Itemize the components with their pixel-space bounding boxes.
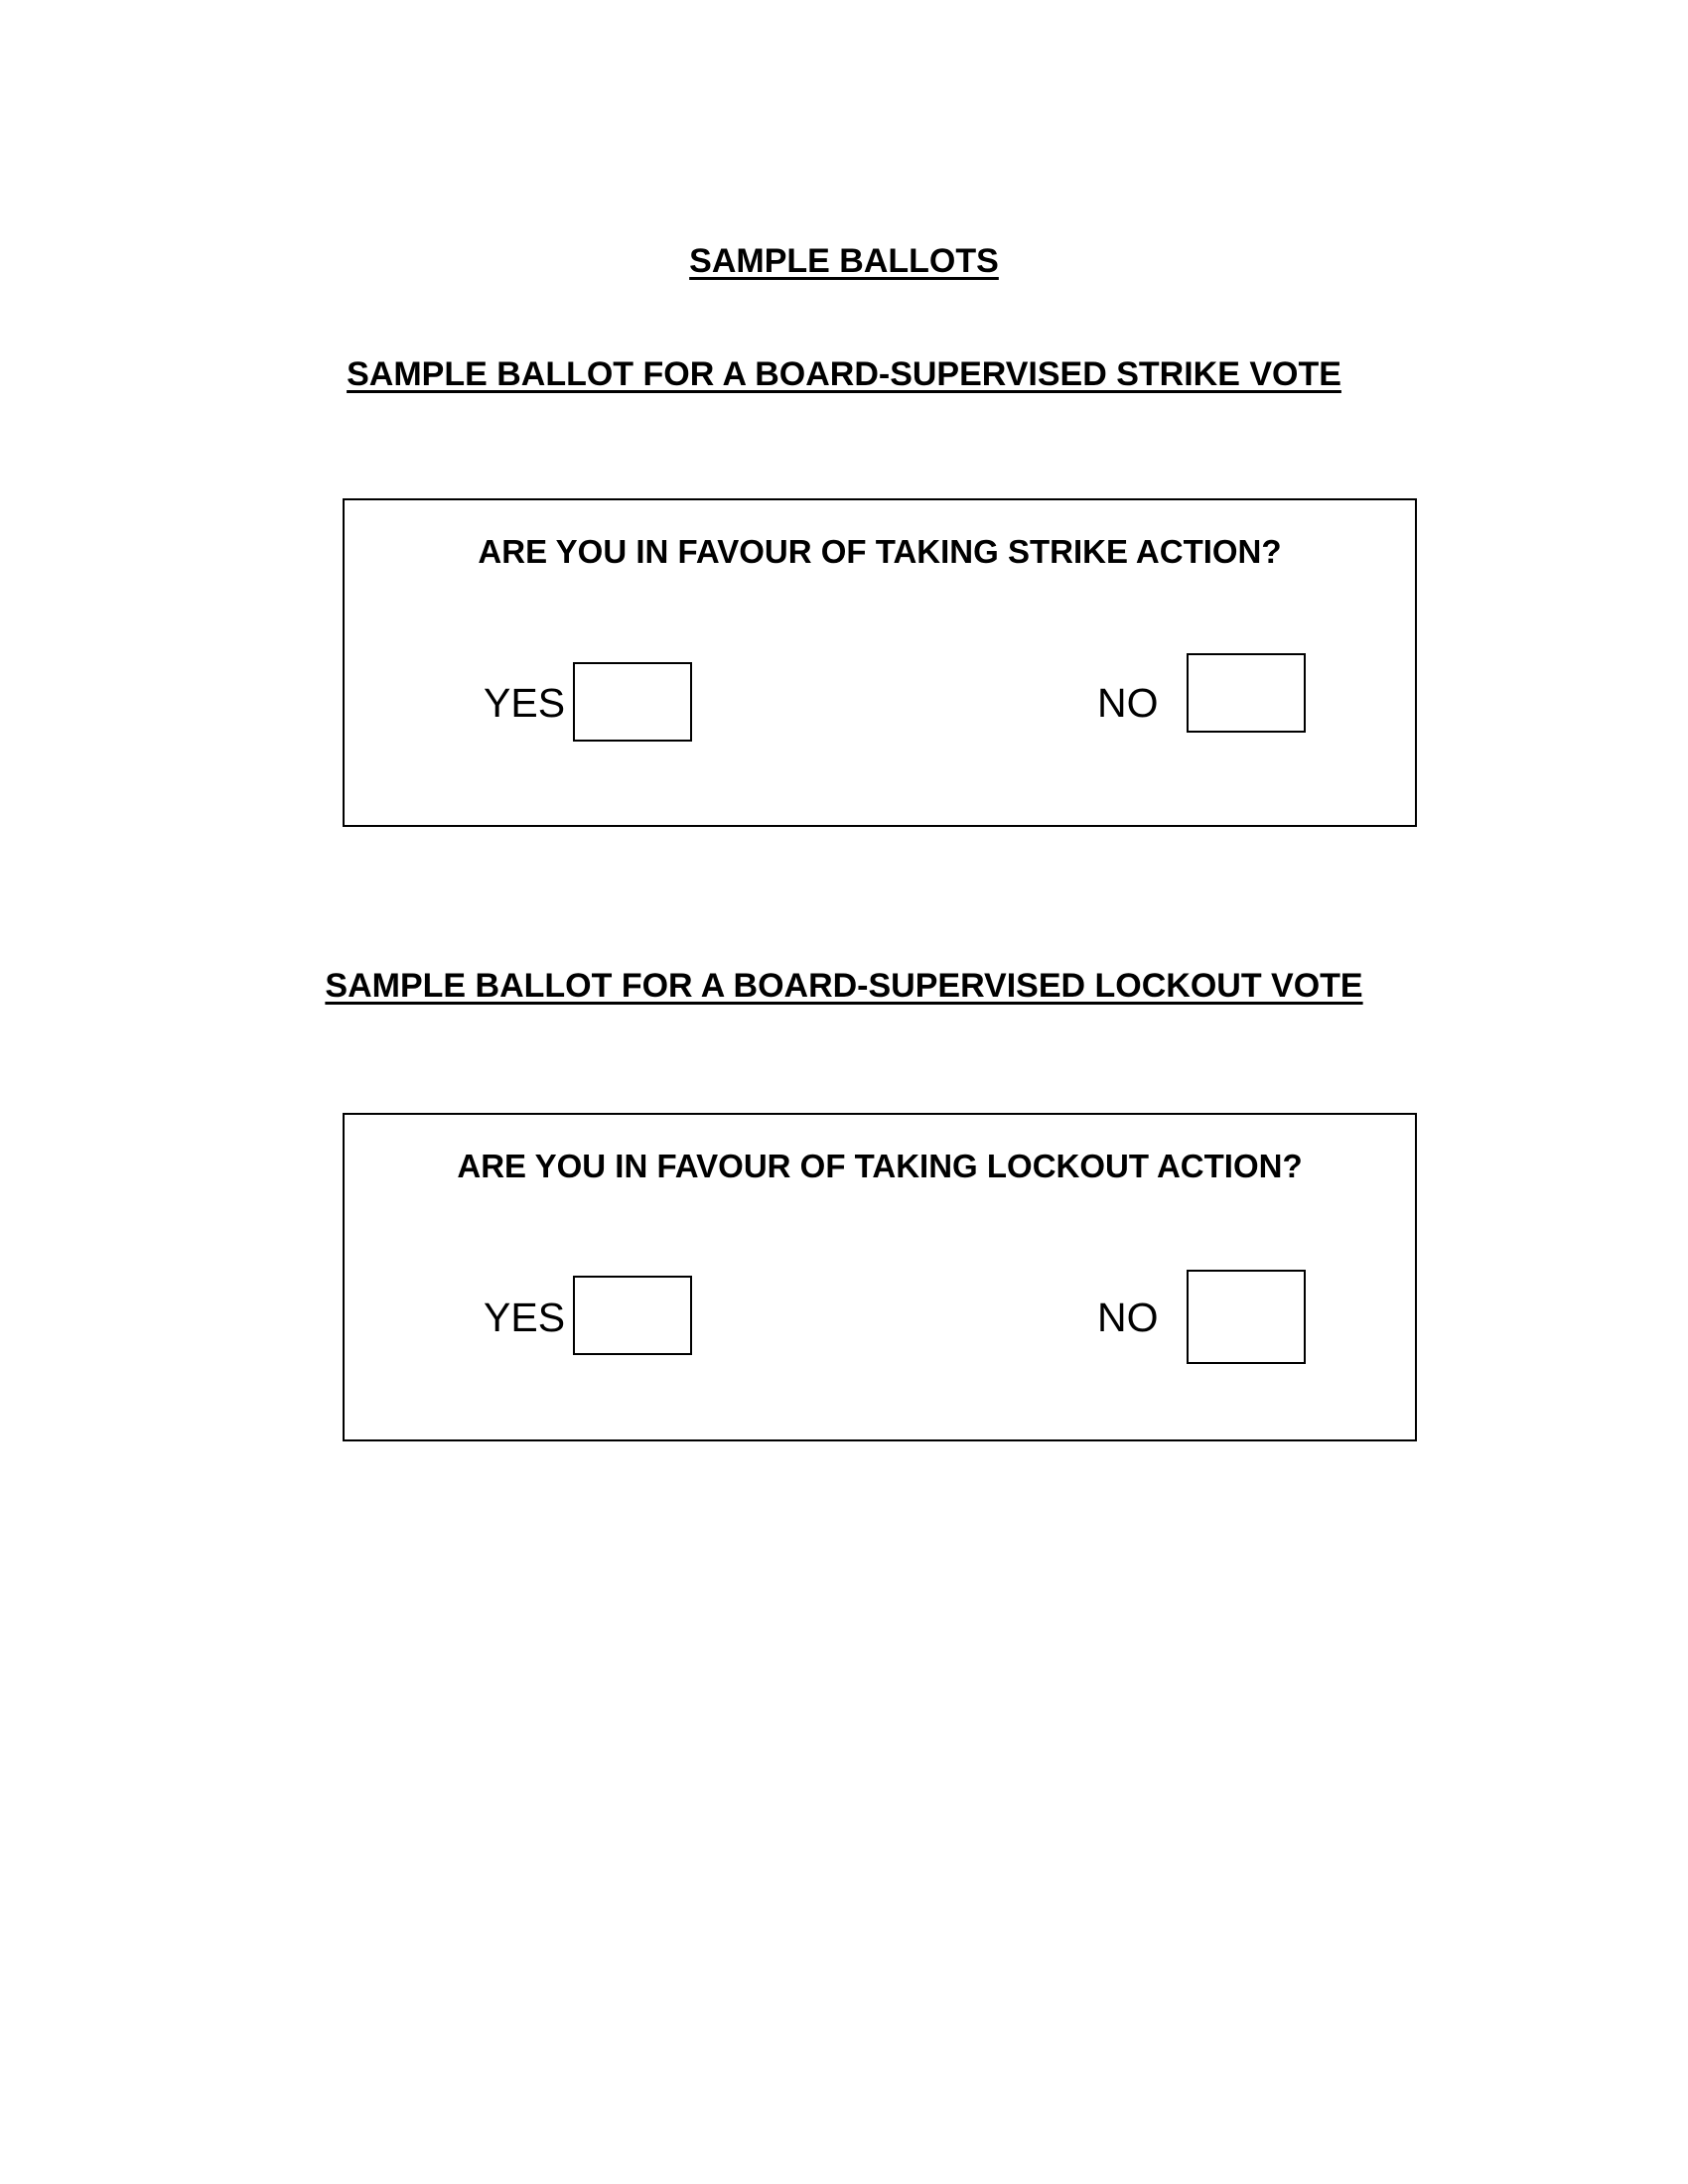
- page-title: SAMPLE BALLOTS: [689, 242, 999, 280]
- lockout-no-label: NO: [1097, 1295, 1159, 1340]
- strike-yes-label: YES: [484, 680, 566, 726]
- lockout-ballot-heading: SAMPLE BALLOT FOR A BOARD-SUPERVISED LOCKOUT VOTE: [325, 967, 1363, 1005]
- strike-question: ARE YOU IN FAVOUR OF TAKING STRIKE ACTION?: [478, 533, 1282, 570]
- strike-ballot-heading: SAMPLE BALLOT FOR A BOARD-SUPERVISED STRIKE VOTE: [347, 355, 1341, 393]
- strike-yes-checkbox[interactable]: [573, 662, 692, 742]
- lockout-yes-label: YES: [484, 1295, 566, 1340]
- lockout-question: ARE YOU IN FAVOUR OF TAKING LOCKOUT ACTION?: [457, 1148, 1303, 1184]
- strike-no-label: NO: [1097, 680, 1159, 726]
- lockout-yes-checkbox[interactable]: [573, 1276, 692, 1355]
- lockout-ballot-box: [343, 1113, 1417, 1441]
- strike-ballot-box: [343, 498, 1417, 827]
- strike-no-checkbox[interactable]: [1187, 653, 1306, 733]
- lockout-no-checkbox[interactable]: [1187, 1270, 1306, 1364]
